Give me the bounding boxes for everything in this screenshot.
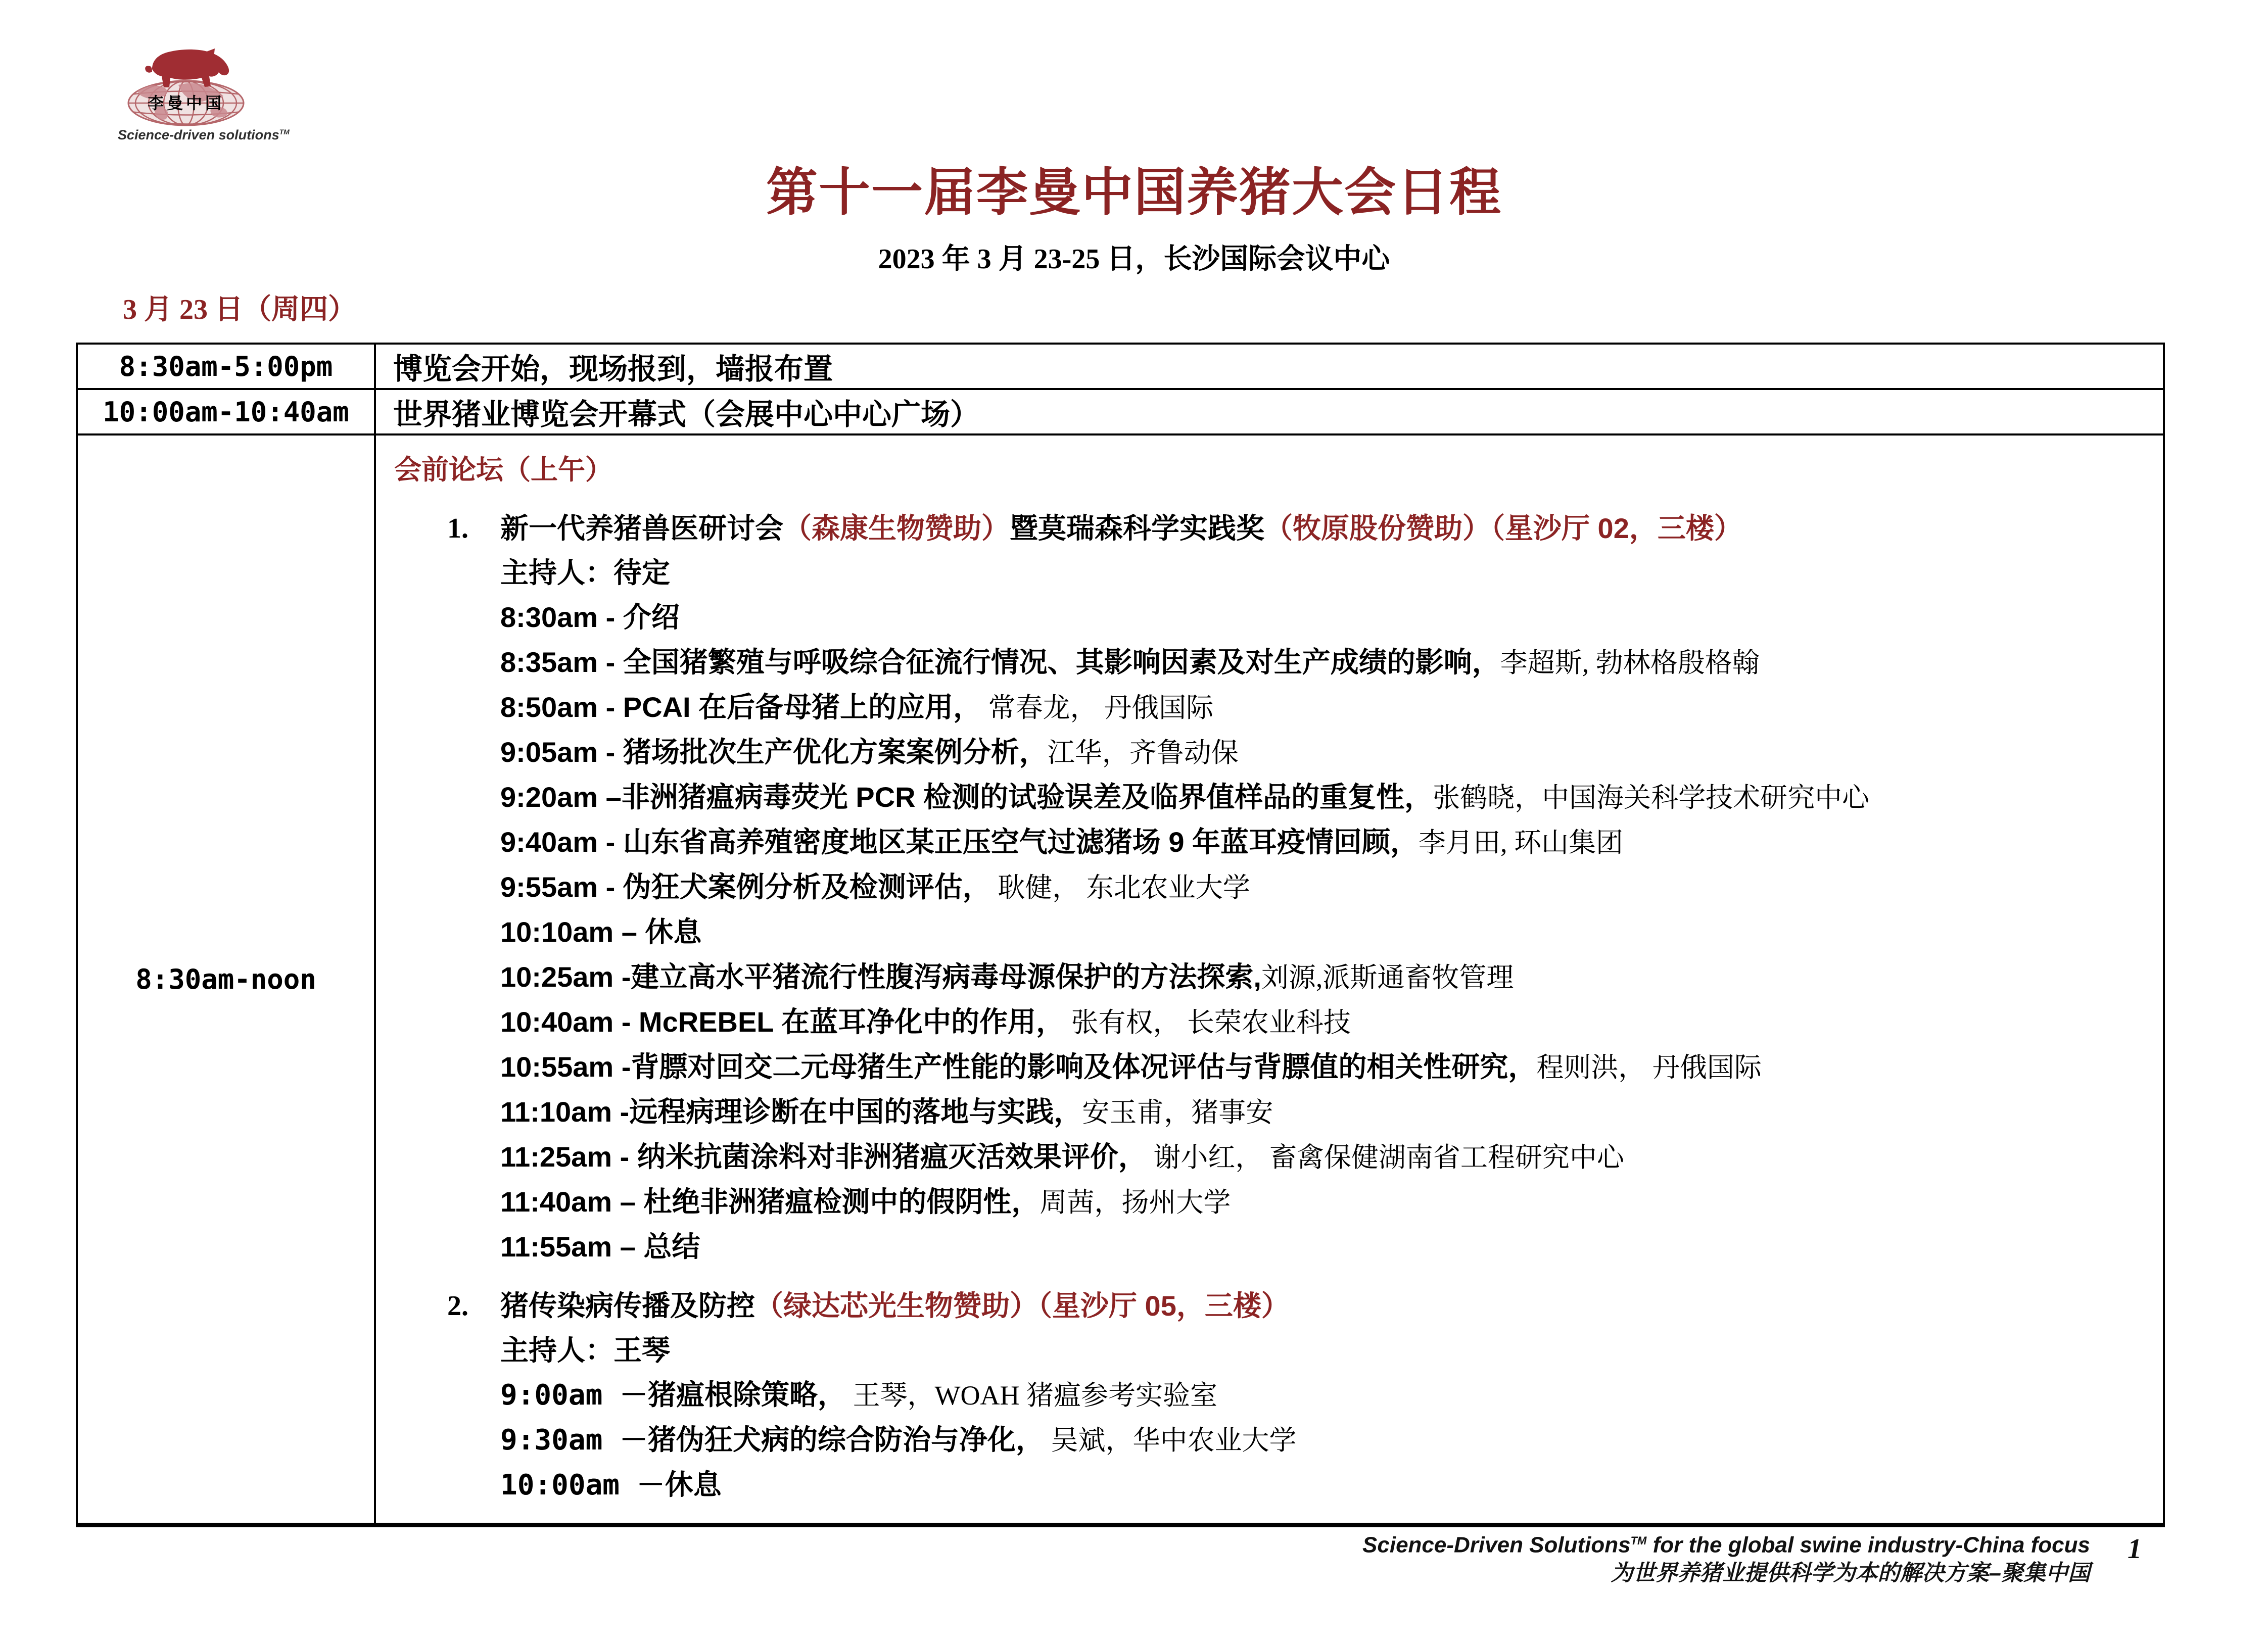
agenda-line	[500, 820, 2148, 865]
page-number: 1	[2128, 1533, 2142, 1565]
agenda-line	[500, 1225, 2148, 1270]
forum-session-1	[394, 506, 2148, 1270]
agenda-line	[500, 865, 2148, 910]
agenda-speaker: 王琴，WOAH 猪瘟参考实验室	[846, 1380, 1217, 1411]
table-row	[78, 345, 2163, 388]
event-cell: 世界猪业博览会开幕式（会展中心中心广场）	[393, 398, 980, 431]
agenda-speaker: 张鹤晓，中国海关科学技术研究中心	[1433, 783, 1870, 813]
agenda-topic: 8:50am - PCAI 在后备母猪上的应用，	[500, 691, 982, 723]
event-cell: 博览会开始，现场报到，墙报布置	[393, 353, 833, 385]
forum-host: 主持人：待定	[500, 557, 670, 589]
agenda-line	[500, 685, 2148, 730]
agenda-speaker: 周茜，扬州大学	[1040, 1187, 1231, 1218]
trademark-symbol: TM	[1630, 1534, 1647, 1547]
time-cell: 8:30am-noon	[78, 436, 376, 1523]
day-section-label: 3 月 23 日（周四）	[123, 294, 356, 325]
agenda-topic: 11:55am – 总结	[500, 1231, 700, 1263]
agenda-topic: 9:30am －猪伪狂犬病的综合防治与净化，	[500, 1424, 1045, 1457]
agenda-topic: 9:05am - 猪场批次生产优化方案案例分析，	[500, 736, 1048, 768]
agenda-line	[500, 640, 2148, 685]
leman-china-logo	[118, 36, 290, 143]
agenda-line	[500, 1180, 2148, 1225]
schedule-table	[76, 343, 2165, 1527]
forum-title	[500, 506, 2148, 551]
page-subtitle: 2023 年 3 月 23-25 日，长沙国际会议中心	[878, 244, 1390, 275]
forum-host: 主持人：王琴	[500, 1334, 670, 1366]
forum-number: 2.	[447, 1290, 468, 1322]
forum-content-cell	[376, 436, 2163, 1523]
agenda-line	[500, 1373, 2148, 1418]
forum-title	[500, 1284, 2148, 1328]
forum-title-part: 猪传染病传播及防控	[500, 1290, 755, 1322]
agenda-topic: 9:00am －猪瘟根除策略，	[500, 1379, 846, 1412]
agenda-topic: 10:40am - McREBEL 在蓝耳净化中的作用，	[500, 1006, 1065, 1038]
footer-line-cn: 为世界养猪业提供科学为本的解决方案–聚集中国	[1611, 1560, 2090, 1585]
agenda-topic: 8:35am - 全国猪繁殖与呼吸综合征流行情况、其影响因素及对生产成绩的影响，	[500, 646, 1500, 678]
agenda-speaker: 安玉甫，猪事安	[1082, 1097, 1273, 1128]
footer-en-text-2: for the global swine industry-China focus	[1646, 1532, 2090, 1558]
agenda-speaker: 常春龙， 丹俄国际	[981, 693, 1214, 723]
agenda-topic: 11:10am -远程病理诊断在中国的落地与实践，	[500, 1096, 1082, 1128]
forum-sponsor-part: （森康生物赞助）	[783, 512, 1010, 544]
agenda-topic: 9:55am - 伪狂犬案例分析及检测评估，	[500, 871, 991, 903]
agenda-line	[500, 775, 2148, 820]
agenda-line	[500, 1418, 2148, 1463]
agenda-line	[500, 730, 2148, 775]
agenda-speaker: 李超斯, 勃林格殷格翰	[1500, 648, 1760, 678]
table-row-main	[78, 433, 2163, 1523]
agenda-line	[500, 1045, 2148, 1090]
agenda-topic: 8:30am - 介绍	[500, 601, 680, 633]
footer-en-text: Science-Driven Solutions	[1362, 1532, 1631, 1558]
agenda-speaker: 李月田, 环山集团	[1419, 828, 1624, 858]
forum-session-2	[394, 1284, 2148, 1508]
logo-slogan-text: Science-driven solutions	[118, 127, 279, 142]
agenda-line	[500, 1090, 2148, 1135]
agenda-topic: 10:00am －休息	[500, 1469, 722, 1502]
agenda-speaker: 吴斌，华中农业大学	[1044, 1425, 1297, 1456]
pig-globe-logo-icon	[118, 36, 254, 126]
forum-section-header: 会前论坛（上午）	[394, 455, 612, 485]
agenda-speaker: 谢小红， 畜禽保健湖南省工程研究中心	[1146, 1142, 1624, 1173]
agenda-topic: 10:25am -建立高水平猪流行性腹泻病毒母源保护的方法探索,	[500, 961, 1261, 993]
agenda-topic: 9:40am - 山东省高养殖密度地区某正压空气过滤猪场 9 年蓝耳疫情回顾，	[500, 826, 1419, 858]
logo-slogan	[118, 127, 290, 143]
agenda-speaker: 刘源,派斯通畜牧管理	[1261, 962, 1514, 993]
logo-globe-text: 李曼中国	[147, 94, 225, 112]
footer-line-en	[1362, 1527, 2090, 1559]
agenda-line	[500, 595, 2148, 640]
agenda-topic: 10:10am – 休息	[500, 916, 702, 948]
forum-title-part: 暨莫瑞森科学实践奖	[1010, 512, 1264, 544]
page-title: 第十一届李曼中国养猪大会日程	[766, 165, 1502, 222]
table-row	[78, 388, 2163, 433]
agenda-speaker: 程则洪， 丹俄国际	[1536, 1052, 1762, 1083]
time-cell: 8:30am-5:00pm	[78, 345, 376, 388]
forum-sponsor-room-part: （绿达芯光生物赞助）（星沙厅 05，三楼）	[755, 1290, 1290, 1322]
agenda-speaker: 张有权， 长荣农业科技	[1064, 1007, 1351, 1038]
agenda-line	[500, 1000, 2148, 1045]
agenda-topic: 10:55am -背膘对回交二元母猪生产性能的影响及体况评估与背膘值的相关性研究，	[500, 1051, 1537, 1083]
trademark-symbol: TM	[279, 128, 290, 136]
time-cell: 10:00am-10:40am	[78, 390, 376, 433]
agenda-topic: 11:40am – 杜绝非洲猪瘟检测中的假阴性，	[500, 1186, 1040, 1218]
forum-sponsor-room-part: （牧原股份赞助）（星沙厅 02，三楼）	[1264, 512, 1742, 544]
page-footer	[1362, 1527, 2090, 1587]
agenda-speaker: 耿健， 东北农业大学	[990, 873, 1250, 903]
agenda-speaker: 江华，齐鲁动保	[1047, 738, 1239, 768]
agenda-topic: 11:25am - 纳米抗菌涂料对非洲猪瘟灭活效果评价，	[500, 1141, 1147, 1173]
agenda-line	[500, 1463, 2148, 1508]
agenda-line	[500, 910, 2148, 955]
agenda-line	[500, 955, 2148, 1000]
forum-title-part: 新一代养猪兽医研讨会	[500, 512, 783, 544]
agenda-topic: 9:20am –非洲猪瘟病毒荧光 PCR 检测的试验误差及临界值样品的重复性，	[500, 781, 1433, 813]
forum-number: 1.	[447, 513, 468, 544]
agenda-line	[500, 1135, 2148, 1180]
